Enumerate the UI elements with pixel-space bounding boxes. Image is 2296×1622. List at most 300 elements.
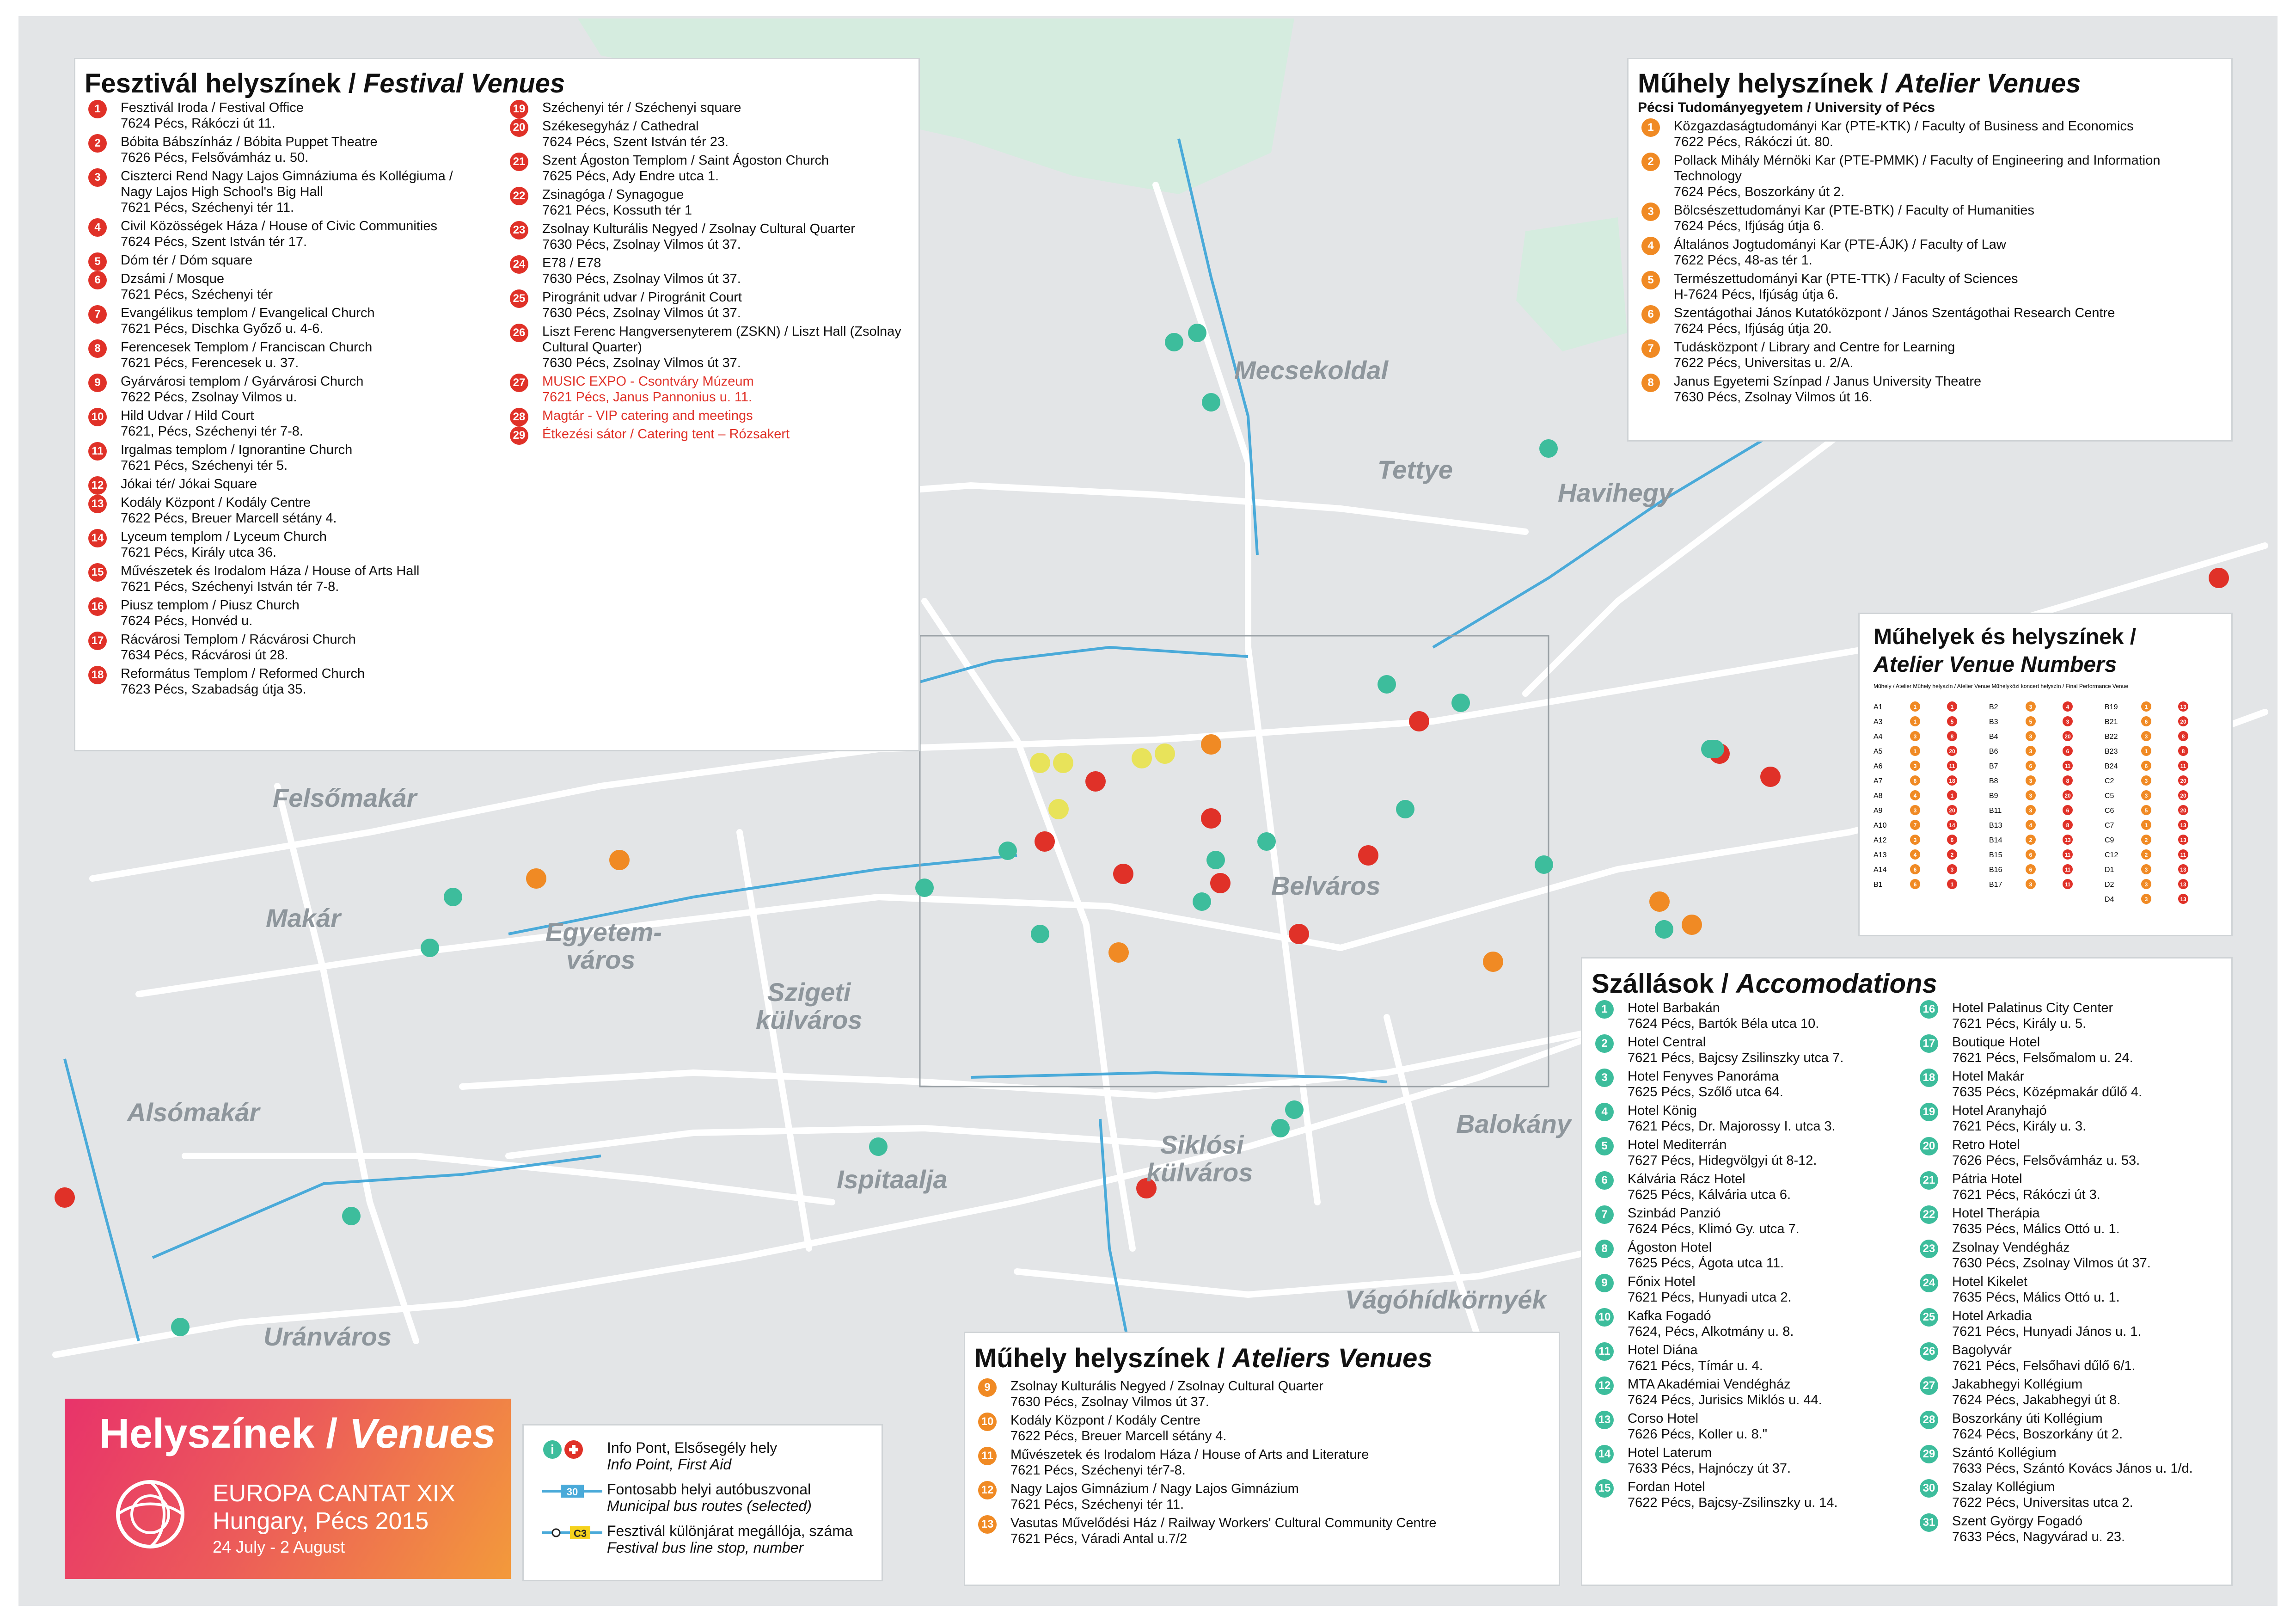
venue-number-badge: 16 xyxy=(1920,1000,1938,1019)
venue-entry xyxy=(1592,1342,1898,1374)
venue-address: 7624 Pécs, Jurisics Miklós u. 44. xyxy=(1628,1393,1822,1407)
venue-entry xyxy=(974,1378,1549,1410)
venue-number-badge: 14 xyxy=(1595,1445,1614,1463)
district-alsomakar: Alsómakár xyxy=(127,1098,260,1127)
banner-line-1: EUROPA CANTAT XIX xyxy=(213,1480,455,1507)
atelier-code: B24 xyxy=(2105,762,2118,770)
venue-number-label: 6 xyxy=(2029,852,2033,858)
venue-entry xyxy=(85,597,488,629)
venue-entry xyxy=(85,529,488,560)
venue-number-label: 6 xyxy=(2144,763,2148,769)
venue-number-badge: 3 xyxy=(1595,1069,1614,1087)
venue-number-badge: 29 xyxy=(510,426,528,445)
venue-entry xyxy=(506,324,909,371)
venue-entry xyxy=(1592,1137,1898,1168)
atelier-numbers-title: Műhelyek és helyszínek / Atelier Venue Numbers xyxy=(1874,625,2137,677)
venue-number-label: 8 xyxy=(2066,778,2069,784)
ateliers-venues-title: Műhely helyszínek / Ateliers Venues xyxy=(974,1343,1433,1373)
europa-cantat-logo xyxy=(99,1468,201,1561)
venue-number-label: 6 xyxy=(2066,748,2069,755)
venue-address: 7624, Pécs, Alkotmány u. 8. xyxy=(1628,1324,1794,1339)
venue-name: Hotel Laterum xyxy=(1628,1445,1712,1460)
venue-address: 7630 Pécs, Zsolnay Vilmos út 16. xyxy=(1674,390,1873,405)
venue-entry xyxy=(1638,339,2222,371)
venue-address: 7635 Pécs, Málics Ottó u. 1. xyxy=(1952,1222,2120,1236)
venue-number-label: 11 xyxy=(1949,763,1955,769)
atelier-code: B16 xyxy=(1989,866,2002,874)
venue-number-label: 3 xyxy=(2066,719,2069,725)
atelier-code: C5 xyxy=(2105,792,2114,800)
venue-address: 7630 Pécs, Zsolnay Vilmos út 37. xyxy=(542,271,741,286)
venue-name: Dóm tér / Dóm square xyxy=(121,253,253,268)
venue-number-badge: 21 xyxy=(1920,1171,1938,1190)
venue-number-badge: 12 xyxy=(88,476,107,495)
venue-name: Hild Udvar / Hild Court xyxy=(121,408,254,423)
venue-number-label: 1 xyxy=(1950,881,1954,888)
venue-address: 7621 Pécs, Kossuth tér 1 xyxy=(542,203,692,218)
venue-name: Bagolyvár xyxy=(1952,1343,2012,1358)
venue-number-label: 6 xyxy=(2029,866,2033,873)
venue-entry xyxy=(1916,1103,2222,1134)
venue-number-badge: 7 xyxy=(88,305,107,324)
venue-entry xyxy=(974,1515,1549,1547)
atelier-code: B4 xyxy=(1989,733,1998,741)
venue-number-badge: 13 xyxy=(978,1515,997,1534)
venue-name: Ciszterci Rend Nagy Lajos Gimnáziuma és Kollégiuma / Nagy Lajos High School's Big Hall xyxy=(121,169,453,199)
venue-name: Főnix Hotel xyxy=(1628,1274,1696,1289)
venue-address: 7633 Pécs, Nagyvárad u. 23. xyxy=(1952,1530,2125,1544)
venue-number-badge: 7 xyxy=(1595,1205,1614,1224)
venue-number-label: 20 xyxy=(2180,793,2186,799)
venue-number-badge: 17 xyxy=(88,632,107,650)
venue-number-label: 7 xyxy=(1913,822,1917,829)
venue-name: Gyárvárosi templom / Gyárvárosi Church xyxy=(121,374,364,389)
venue-entry xyxy=(85,168,488,215)
venue-number-label: 13 xyxy=(2180,822,2186,829)
venue-name: Hotel Palatinus City Center xyxy=(1952,1001,2113,1015)
venue-number-label: 13 xyxy=(2180,881,2186,888)
venue-number-label: 20 xyxy=(2064,733,2071,740)
venue-address: 7635 Pécs, Középmakár dűlő 4. xyxy=(1952,1085,2143,1100)
title-banner xyxy=(65,1399,511,1579)
banner-title: Helyszínek / Venues xyxy=(99,1411,496,1457)
venue-number-badge: 3 xyxy=(88,168,107,187)
venue-number-label: 14 xyxy=(1949,822,1955,829)
venue-number-label: 6 xyxy=(1913,881,1917,888)
venue-number-badge: 11 xyxy=(88,442,107,461)
venue-number-label: 6 xyxy=(2029,763,2033,769)
venue-number-label: 2 xyxy=(2029,837,2033,843)
venue-name: Kafka Fogadó xyxy=(1628,1309,1711,1323)
venue-entry xyxy=(85,218,488,250)
venue-entry xyxy=(85,666,488,697)
venue-name: Szent György Fogadó xyxy=(1952,1514,2083,1529)
venue-entry xyxy=(1592,1171,1898,1203)
festival-venues-title: Fesztivál helyszínek / Festival Venues xyxy=(85,68,565,98)
venue-name: Szent Ágoston Templom / Saint Ágoston Church xyxy=(542,153,829,168)
venue-number-badge: 4 xyxy=(1641,237,1660,255)
venue-number-label: 13 xyxy=(2064,837,2071,843)
venue-number-label: 3 xyxy=(2144,881,2148,888)
venue-address: 7624 Pécs, Szent István tér 23. xyxy=(542,135,729,149)
venue-number-badge: 27 xyxy=(1920,1376,1938,1395)
venue-address: 7624 Pécs, Boszorkány út 2. xyxy=(1952,1427,2123,1442)
venue-number-label: 11 xyxy=(2064,852,2071,858)
venue-address: 7625 Pécs, Szőlő utca 64. xyxy=(1628,1085,1783,1100)
venue-number-label: 20 xyxy=(1949,748,1955,755)
venue-number-badge: 11 xyxy=(1595,1342,1614,1361)
atelier-code: C7 xyxy=(2105,822,2114,829)
venue-entry xyxy=(85,305,488,337)
venue-name: Jókai tér/ Jókai Square xyxy=(121,477,257,492)
district-egyetemvaros: Egyetem- xyxy=(545,917,662,946)
venue-number-badge: 10 xyxy=(1595,1308,1614,1327)
venue-number-badge: 5 xyxy=(1641,271,1660,289)
venue-number-label: 3 xyxy=(2144,778,2148,784)
venue-name: Ferencesek Templom / Franciscan Church xyxy=(121,340,373,355)
atelier-code: C2 xyxy=(2105,777,2114,785)
venue-number-badge: 10 xyxy=(978,1413,997,1431)
atelier-code: A6 xyxy=(1874,762,1883,770)
district-balokany: Balokány xyxy=(1456,1109,1571,1138)
venue-address: 7624 Pécs, Jakabhegyi út 8. xyxy=(1952,1393,2121,1407)
venue-number-badge: 13 xyxy=(88,495,107,513)
venue-name: Pollack Mihály Mérnöki Kar (PTE-PMMK) / Faculty of Engineering and Information Technology xyxy=(1674,153,2161,184)
venue-entry xyxy=(1638,271,2222,302)
venue-address: 7621 Pécs, Hunyadi János u. 1. xyxy=(1952,1324,2142,1339)
venue-number-badge: 6 xyxy=(1641,305,1660,324)
venue-entry xyxy=(1638,305,2222,337)
venue-name: Művészetek és Irodalom Háza / House of Arts and Literature xyxy=(1010,1447,1369,1462)
venue-address: 7635 Pécs, Málics Ottó u. 1. xyxy=(1952,1290,2120,1305)
venue-name: Művészetek és Irodalom Háza / House of Arts Hall xyxy=(121,564,420,578)
info-first-aid-icon xyxy=(542,1439,598,1463)
ateliers-venues-panel xyxy=(964,1332,1560,1586)
venue-entry xyxy=(85,495,488,526)
venue-entry xyxy=(85,374,488,405)
venue-name: MUSIC EXPO - Csontváry Múzeum xyxy=(542,374,754,389)
venue-number-label: 2 xyxy=(2144,852,2148,858)
venue-address: 7621 Pécs, Széchenyi tér 11. xyxy=(121,200,294,215)
venue-number-badge: 24 xyxy=(510,255,528,274)
atelier-code: B9 xyxy=(1989,792,1998,800)
venue-number-label: 6 xyxy=(2144,719,2148,725)
atelier-code: B7 xyxy=(1989,762,1998,770)
venue-number-badge: 18 xyxy=(88,666,107,684)
venue-address: 7621 Pécs, Dr. Majorossy I. utca 3. xyxy=(1628,1119,1836,1134)
venue-entry xyxy=(1638,153,2222,200)
venue-number-badge: 24 xyxy=(1920,1274,1938,1292)
venue-name: Hotel Aranyhajó xyxy=(1952,1103,2047,1118)
venue-number-badge: 23 xyxy=(510,221,528,240)
district-felsomakar: Felsőmakár xyxy=(273,783,417,812)
atelier-code: C6 xyxy=(2105,807,2114,815)
atelier-code: B8 xyxy=(1989,777,1998,785)
accommodations-list-2 xyxy=(1916,1000,2222,1548)
atelier-code: B22 xyxy=(2105,733,2118,741)
venue-name: Rácvárosi Templom / Rácvárosi Church xyxy=(121,632,356,647)
venue-number-badge: 6 xyxy=(1595,1171,1614,1190)
venue-entry xyxy=(1638,203,2222,234)
legend-festival-bus: C3 Fesztivál különjárat megállója, száma Festival bus line stop, number xyxy=(533,1523,872,1556)
venue-number-badge: 12 xyxy=(1595,1376,1614,1395)
venue-name: Szalay Kollégium xyxy=(1952,1480,2055,1494)
numbers-header: Műhely / Atelier Műhely helyszín / Atelier Venue Műhelyközi koncert helyszín / Final Performance Venue xyxy=(1874,683,2128,689)
district-uranvaros: Uránváros xyxy=(263,1322,392,1351)
venue-name: Hotel Kikelet xyxy=(1952,1274,2027,1289)
venue-name: Hotel Arkadia xyxy=(1952,1309,2032,1323)
venue-address: 7625 Pécs, Ágota utca 11. xyxy=(1628,1256,1784,1271)
venue-number-label: 8 xyxy=(2066,822,2069,829)
venue-number-badge: 22 xyxy=(510,187,528,205)
venue-number-badge: 28 xyxy=(1920,1411,1938,1429)
district-szigeti-2: külváros xyxy=(756,1005,863,1034)
venue-number-label: 3 xyxy=(1913,763,1917,769)
atelier-code: B19 xyxy=(2105,703,2118,711)
venue-number-label: 6 xyxy=(1950,837,1954,843)
venue-entry xyxy=(1916,1479,2222,1511)
venue-number-badge: 4 xyxy=(1595,1103,1614,1121)
venue-entry xyxy=(85,563,488,595)
venue-name: Székesegyház / Cathedral xyxy=(542,119,699,134)
atelier-code: B17 xyxy=(1989,881,2002,889)
venue-number-label: 8 xyxy=(2181,748,2185,755)
venue-name: Nagy Lajos Gimnázium / Nagy Lajos Gimnázium xyxy=(1010,1481,1299,1496)
venue-entry xyxy=(974,1481,1549,1512)
venue-entry xyxy=(506,408,909,424)
venue-name: Kodály Központ / Kodály Centre xyxy=(1010,1413,1201,1428)
venue-entry xyxy=(1592,1240,1898,1271)
venue-name: Református Templom / Reformed Church xyxy=(121,666,365,681)
venue-number-label: 20 xyxy=(2064,793,2071,799)
venue-number-badge: 3 xyxy=(1641,203,1660,221)
venue-address: 7634 Pécs, Rácvárosi út 28. xyxy=(121,648,288,663)
venue-name: Hotel König xyxy=(1628,1103,1697,1118)
venue-number-label: 6 xyxy=(2066,807,2069,814)
venue-number-badge: 5 xyxy=(1595,1137,1614,1155)
venue-number-label: 8 xyxy=(2181,733,2185,740)
venue-name: Pátria Hotel xyxy=(1952,1172,2022,1186)
venue-address: 7621, Pécs, Széchenyi tér 7-8. xyxy=(121,424,303,439)
venue-entry xyxy=(1638,374,2222,405)
festival-venues-list-2 xyxy=(506,100,909,700)
district-siklosi-2: külváros xyxy=(1146,1158,1253,1187)
venue-address: H-7624 Pécs, Ifjúság útja 6. xyxy=(1674,287,1839,302)
venue-number-label: 1 xyxy=(1913,748,1917,755)
atelier-code: B1 xyxy=(1874,881,1883,889)
venue-entry xyxy=(1592,1069,1898,1100)
venue-number-badge: 9 xyxy=(978,1378,997,1397)
venue-name: Zsolnay Kulturális Negyed / Zsolnay Cultural Quarter xyxy=(1010,1379,1323,1394)
venue-number-label: 20 xyxy=(2180,807,2186,814)
venue-entry xyxy=(1916,1137,2222,1168)
venue-address: 7621 Pécs, Felsőmalom u. 24. xyxy=(1952,1051,2133,1065)
venue-number-label: 1 xyxy=(2144,748,2148,755)
venue-name: Természettudományi Kar (PTE-TTK) / Faculty of Sciences xyxy=(1674,271,2018,286)
venue-number-badge: 8 xyxy=(1595,1240,1614,1258)
venue-entry xyxy=(1916,1034,2222,1066)
banner-line-3: 24 July - 2 August xyxy=(213,1537,345,1556)
venue-number-label: 1 xyxy=(2144,822,2148,829)
atelier-code: B21 xyxy=(2105,718,2118,726)
venue-address: 7633 Pécs, Hajnóczy út 37. xyxy=(1628,1461,1791,1476)
venue-name: Kálvária Rácz Hotel xyxy=(1628,1172,1745,1186)
venue-number-label: 4 xyxy=(2029,822,2033,829)
venue-entry xyxy=(506,153,909,184)
venue-number-label: 13 xyxy=(2180,704,2186,710)
venue-number-label: 3 xyxy=(1913,837,1917,843)
festival-venues-panel xyxy=(74,58,920,751)
venue-address: 7624 Pécs, Boszorkány út 2. xyxy=(1674,184,1845,199)
atelier-code: A7 xyxy=(1874,777,1883,785)
venue-number-label: 1 xyxy=(2144,704,2148,710)
venue-number-label: 5 xyxy=(1950,719,1954,725)
venue-number-badge: 31 xyxy=(1920,1513,1938,1532)
venue-name: Étkezési sátor / Catering tent – Rózsakert xyxy=(542,427,790,442)
venue-name: Hotel Central xyxy=(1628,1035,1706,1050)
atelier-code: B14 xyxy=(1989,836,2002,844)
venue-number-label: 1 xyxy=(1913,719,1917,725)
venue-name: Zsolnay Kulturális Negyed / Zsolnay Cultural Quarter xyxy=(542,221,855,236)
venue-entry xyxy=(1592,1308,1898,1339)
atelier-code: B23 xyxy=(2105,748,2118,756)
atelier-code: A12 xyxy=(1874,836,1887,844)
venue-address: 7621 Pécs, Janus Pannonius u. 11. xyxy=(542,390,753,405)
venue-number-badge: 8 xyxy=(88,339,107,358)
venue-address: 7626 Pécs, Felsővámház u. 50. xyxy=(121,150,309,165)
venue-address: 7630 Pécs, Zsolnay Vilmos út 37. xyxy=(1952,1256,2151,1271)
venue-address: 7626 Pécs, Koller u. 8." xyxy=(1628,1427,1768,1442)
district-tettye: Tettye xyxy=(1378,455,1453,484)
venue-address: 7625 Pécs, Kálvária utca 6. xyxy=(1628,1187,1791,1202)
venue-address: 7621 Pécs, Király utca 36. xyxy=(121,545,276,560)
venue-entry xyxy=(85,271,488,302)
venue-address: 7624 Pécs, Rákóczi út 11. xyxy=(121,116,276,131)
venue-number-badge: 9 xyxy=(1595,1274,1614,1292)
district-siklosi: Siklósi xyxy=(1160,1130,1244,1159)
venue-entry xyxy=(1916,1342,2222,1374)
venue-address: 7621 Pécs, Ferencesek u. 37. xyxy=(121,356,299,370)
venue-number-label: 4 xyxy=(1913,793,1917,799)
venue-name: Bölcsészettudományi Kar (PTE-BTK) / Faculty of Humanities xyxy=(1674,203,2035,218)
venue-address: 7621 Pécs, Széchenyi tér 11. xyxy=(1010,1497,1184,1512)
venue-name: Janus Egyetemi Színpad / Janus University Theatre xyxy=(1674,374,1982,389)
venue-address: 7622 Pécs, Breuer Marcell sétány 4. xyxy=(121,511,337,526)
venue-name: Hotel Fenyves Panoráma xyxy=(1628,1069,1779,1084)
venue-number-badge: 18 xyxy=(1920,1069,1938,1087)
venue-address: 7622 Pécs, Universitas u. 2/A. xyxy=(1674,356,1854,370)
venue-name: Lyceum templom / Lyceum Church xyxy=(121,529,327,544)
venue-number-badge: 1 xyxy=(1641,118,1660,137)
venue-number-label: 2 xyxy=(1950,852,1954,858)
atelier-code: B11 xyxy=(1989,807,2002,815)
venue-number-label: 3 xyxy=(1950,866,1954,873)
venue-name: Pirogránit udvar / Pirogránit Court xyxy=(542,290,742,305)
venue-address: 7622 Pécs, 48-as tér 1. xyxy=(1674,253,1812,268)
venue-name: Evangélikus templom / Evangelical Church xyxy=(121,306,375,320)
atelier-code: A5 xyxy=(1874,748,1883,756)
venue-number-label: 5 xyxy=(2029,719,2033,725)
venue-name: Széchenyi tér / Széchenyi square xyxy=(542,100,741,115)
venue-address: 7621 Pécs, Dischka Győző u. 4-6. xyxy=(121,321,324,336)
venue-entry xyxy=(506,187,909,218)
venue-address: 7626 Pécs, Felsővámház u. 53. xyxy=(1952,1153,2140,1168)
venue-entry xyxy=(1916,1411,2222,1442)
accommodations-list-1 xyxy=(1592,1000,1898,1548)
atelier-code: B2 xyxy=(1989,703,1998,711)
venue-number-label: 11 xyxy=(2180,852,2186,858)
svg-text:30: 30 xyxy=(566,1486,578,1498)
venue-address: 7621 Pécs, Bajcsy Zsilinszky utca 7. xyxy=(1628,1051,1844,1065)
venue-entry xyxy=(1916,1240,2222,1271)
venue-number-label: 11 xyxy=(2064,881,2071,888)
venue-number-label: 3 xyxy=(1913,733,1917,740)
atelier-code: A14 xyxy=(1874,866,1887,874)
venue-address: 7622 Pécs, Rákóczi út. 80. xyxy=(1674,135,1833,149)
svg-text:i: i xyxy=(551,1442,554,1456)
venue-number-badge: 8 xyxy=(1641,374,1660,392)
district-makar: Makár xyxy=(266,903,341,933)
venue-entry xyxy=(1916,1376,2222,1408)
venue-number-label: 13 xyxy=(2180,896,2186,903)
venue-number-label: 13 xyxy=(2180,866,2186,873)
venue-number-label: 3 xyxy=(2029,793,2033,799)
atelier-venues-list xyxy=(1638,118,2222,405)
accommodations-panel xyxy=(1581,957,2233,1586)
venue-number-label: 11 xyxy=(2180,763,2186,769)
venue-entry xyxy=(85,339,488,371)
atelier-numbers-panel xyxy=(1858,613,2233,936)
venue-name: Hotel Mediterrán xyxy=(1628,1137,1727,1152)
venue-number-label: 3 xyxy=(2029,807,2033,814)
atelier-code: C9 xyxy=(2105,836,2114,844)
venue-name: E78 / E78 xyxy=(542,256,601,270)
venue-name: Jakabhegyi Kollégium xyxy=(1952,1377,2083,1392)
venue-name: Hotel Diána xyxy=(1628,1343,1698,1358)
atelier-code: A13 xyxy=(1874,851,1887,859)
venue-number-label: 13 xyxy=(2180,837,2186,843)
atelier-code: C12 xyxy=(2105,851,2118,859)
ateliers-venues-list xyxy=(974,1378,1549,1547)
venue-name: Szinbád Panzió xyxy=(1628,1206,1721,1221)
venue-number-label: 4 xyxy=(2066,704,2069,710)
venue-number-badge: 1 xyxy=(88,100,107,118)
venue-address: 7630 Pécs, Zsolnay Vilmos út 37. xyxy=(1010,1395,1209,1409)
venue-number-label: 3 xyxy=(2029,881,2033,888)
venue-address: 7624 Pécs, Szent István tér 17. xyxy=(121,234,307,249)
venue-entry xyxy=(1592,1205,1898,1237)
venue-name: Fordan Hotel xyxy=(1628,1480,1705,1494)
venue-number-badge: 25 xyxy=(1920,1308,1938,1327)
venue-name: Zsolnay Vendégház xyxy=(1952,1240,2070,1255)
venue-entry xyxy=(1638,237,2222,268)
venue-name: Általános Jogtudományi Kar (PTE-ÁJK) / Faculty of Law xyxy=(1674,237,2006,252)
venue-name: Fesztivál Iroda / Festival Office xyxy=(121,100,304,115)
venue-number-badge: 21 xyxy=(510,153,528,171)
venue-number-badge: 29 xyxy=(1920,1445,1938,1463)
venue-number-label: 11 xyxy=(2064,866,2071,873)
venue-address: 7621 Pécs, Váradi Antal u.7/2 xyxy=(1010,1531,1188,1546)
venue-number-badge: 27 xyxy=(510,374,528,392)
venue-name: Piusz templom / Piusz Church xyxy=(121,598,300,613)
atelier-code: B3 xyxy=(1989,718,1998,726)
venue-number-badge: 4 xyxy=(88,218,107,237)
venue-address: 7623 Pécs, Szabadság útja 35. xyxy=(121,682,306,697)
district-belvaros: Belváros xyxy=(1271,871,1381,900)
venue-number-label: 20 xyxy=(2180,719,2186,725)
venue-name: Szántó Kollégium xyxy=(1952,1445,2057,1460)
venue-address: 7621 Pécs, Széchenyi tér 5. xyxy=(121,458,288,473)
